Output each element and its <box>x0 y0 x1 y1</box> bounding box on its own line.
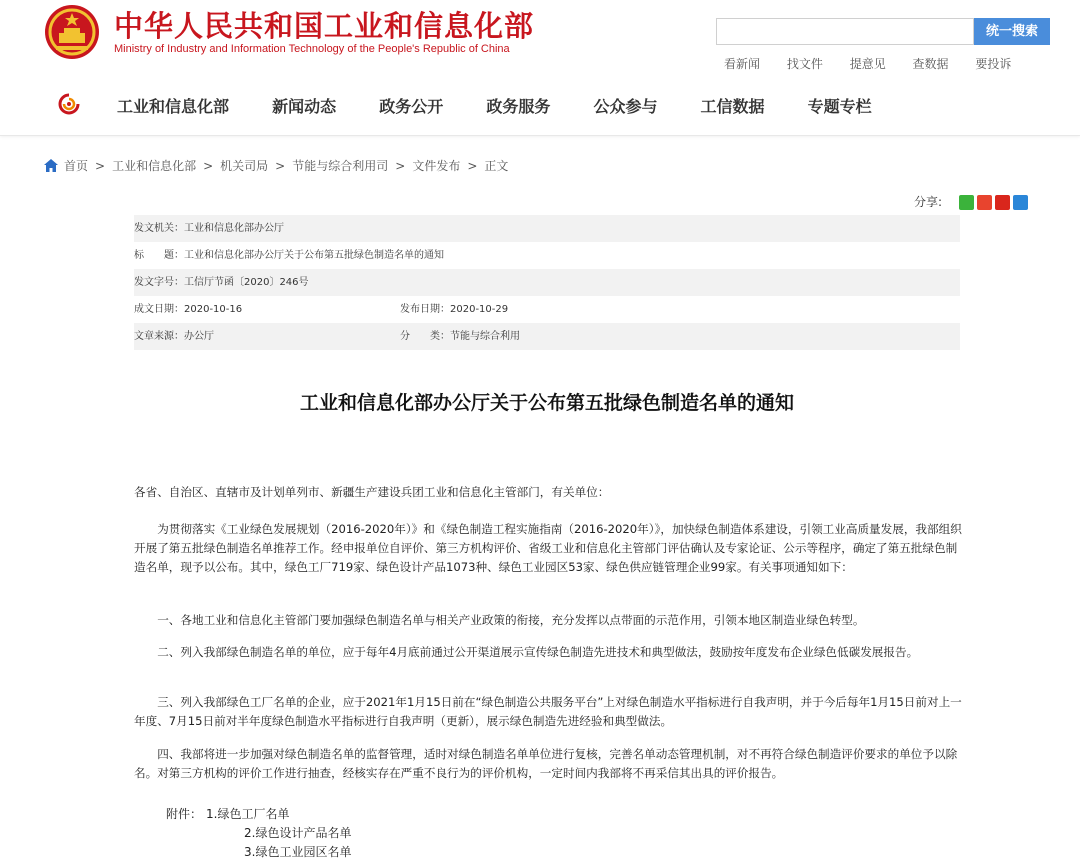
breadcrumb-energy-dept[interactable]: 节能与综合利用司 <box>292 159 389 173</box>
nav-item-topics[interactable]: 专题专栏 <box>807 97 872 116</box>
breadcrumb <box>44 157 508 174</box>
nav-item-news[interactable]: 新闻动态 <box>272 97 337 116</box>
main-nav <box>117 94 910 117</box>
breadcrumb-separator: > <box>467 159 478 173</box>
nav-item-gov-services[interactable]: 政务服务 <box>486 97 551 116</box>
quick-link-complaint[interactable]: 要投诉 <box>975 57 1012 71</box>
article-paragraph: 四、我部将进一步加强对绿色制造名单的监督管理，适时对绿色制造名单单位进行复核，完善名单动态管理机制，对不再符合绿色制造评价要求的单位予以除名。对第三方机构的评价工作进行抽查，经核实存在严重不良行为的评价机构，一定时间内我部将不再采信其出具的评价报告。 <box>134 747 958 781</box>
share-label: 分享: <box>914 195 943 209</box>
breadcrumb-separator: > <box>275 159 286 173</box>
national-emblem-icon[interactable] <box>44 4 100 60</box>
meta-row <box>134 323 960 350</box>
nav-item-public[interactable]: 公众参与 <box>593 97 658 116</box>
quick-link-feedback[interactable]: 提意见 <box>849 57 886 71</box>
article-paragraph: 三、列入我部绿色工厂名单的企业，应于2021年1月15日前在“绿色制造公共服务平台”上对绿色制造水平指标进行自我声明，并于今后每年1月15日前对上一年度、7月15日前对半年度绿色制造水平指标进行自我声明（更新），展示绿色制造先进经验和典型做法。 <box>134 695 962 729</box>
nav-logo-icon <box>56 93 82 115</box>
article-title: 工业和信息化部办公厅关于公布第五批绿色制造名单的通知 <box>299 392 794 414</box>
meta-title: 标 题：工业和信息化部办公厅关于公布第五批绿色制造名单的通知 <box>134 250 444 261</box>
nav-item-gov-affairs[interactable]: 政务公开 <box>379 97 444 116</box>
renren-share-icon[interactable] <box>995 195 1010 210</box>
meta-source: 文章来源：办公厅 <box>134 331 214 342</box>
wechat-share-icon[interactable] <box>959 195 974 210</box>
nav-item-data[interactable]: 工信数据 <box>700 97 765 116</box>
home-icon <box>44 159 58 172</box>
attachment-link[interactable]: 3.绿色工业园区名单 <box>244 845 352 859</box>
breadcrumb-home[interactable]: 首页 <box>64 159 89 173</box>
article-paragraph: 一、各地工业和信息化主管部门要加强绿色制造名单与相关产业政策的衔接，充分发挥以点带面的示范作用，引领本地区制造业绿色转型。 <box>157 613 865 627</box>
breadcrumb-departments[interactable]: 机关司局 <box>220 159 269 173</box>
article-paragraph: 二、列入我部绿色制造名单的单位，应于每年4月底前通过公开渠道展示宣传绿色制造先进技术和典型做法，鼓励按年度发布企业绿色低碳发展报告。 <box>157 645 919 659</box>
quick-link-news[interactable]: 看新闻 <box>724 57 761 71</box>
quick-links <box>724 55 1034 72</box>
attachment-link[interactable]: 1.绿色工厂名单 <box>206 807 290 821</box>
breadcrumb-separator: > <box>395 159 406 173</box>
site-title[interactable]: 中华人民共和国工业和信息化部 <box>114 9 535 43</box>
site-header <box>0 0 1080 136</box>
meta-published-date: 发布日期：2020-10-29 <box>400 304 509 315</box>
weibo-share-icon[interactable] <box>977 195 992 210</box>
qq-share-icon[interactable] <box>1013 195 1028 210</box>
search-button[interactable]: 统一搜索 <box>974 18 1050 45</box>
meta-category: 分 类：节能与综合利用 <box>400 331 520 342</box>
breadcrumb-separator: > <box>203 159 214 173</box>
attachment-link[interactable]: 2.绿色设计产品名单 <box>244 826 352 840</box>
meta-doc-number: 发文字号：工信厅节函〔2020〕246号 <box>134 277 309 288</box>
quick-link-files[interactable]: 找文件 <box>786 57 823 71</box>
meta-created-date: 成文日期：2020-10-16 <box>134 304 243 315</box>
article-salutation: 各省、自治区、直辖市及计划单列市、新疆生产建设兵团工业和信息化主管部门，有关单位： <box>134 485 610 499</box>
breadcrumb-miit[interactable]: 工业和信息化部 <box>112 159 197 173</box>
article-paragraph: 为贯彻落实《工业绿色发展规划（2016-2020年）》和《绿色制造工程实施指南（2016-2020年）》，加快绿色制造体系建设，引领工业高质量发展，我部组织开展了第五批绿色制造名单推荐工作。经申报单位自评价、第三方机构评价、省级工业和信息化主管部门评估确认及专家论证、公示等程序，确定了第五批绿色制造名单，现予以公布。其中，绿色工厂719家、绿色设计产品1073种、绿色工业园区53家、绿色供应链管理企业99家。有关事项通知如下： <box>134 522 962 575</box>
meta-row <box>134 269 960 296</box>
meta-row <box>134 242 960 269</box>
site-subtitle: Ministry of Industry and Information Technology of the People's Republic of China <box>114 43 510 55</box>
meta-row <box>134 215 960 242</box>
nav-item-miit[interactable]: 工业和信息化部 <box>117 97 230 116</box>
quick-link-data[interactable]: 查数据 <box>912 57 949 71</box>
attachments-label: 附件： <box>166 807 203 821</box>
breadcrumb-separator: > <box>95 159 106 173</box>
meta-row <box>134 296 960 323</box>
search-input[interactable] <box>716 18 974 45</box>
share-icons <box>959 192 1031 211</box>
meta-issuer: 发文机关：工业和信息化部办公厅 <box>134 223 284 234</box>
breadcrumb-file-release[interactable]: 文件发布 <box>412 159 461 173</box>
document-meta-table <box>134 215 960 350</box>
breadcrumb-current: 正文 <box>484 159 509 173</box>
